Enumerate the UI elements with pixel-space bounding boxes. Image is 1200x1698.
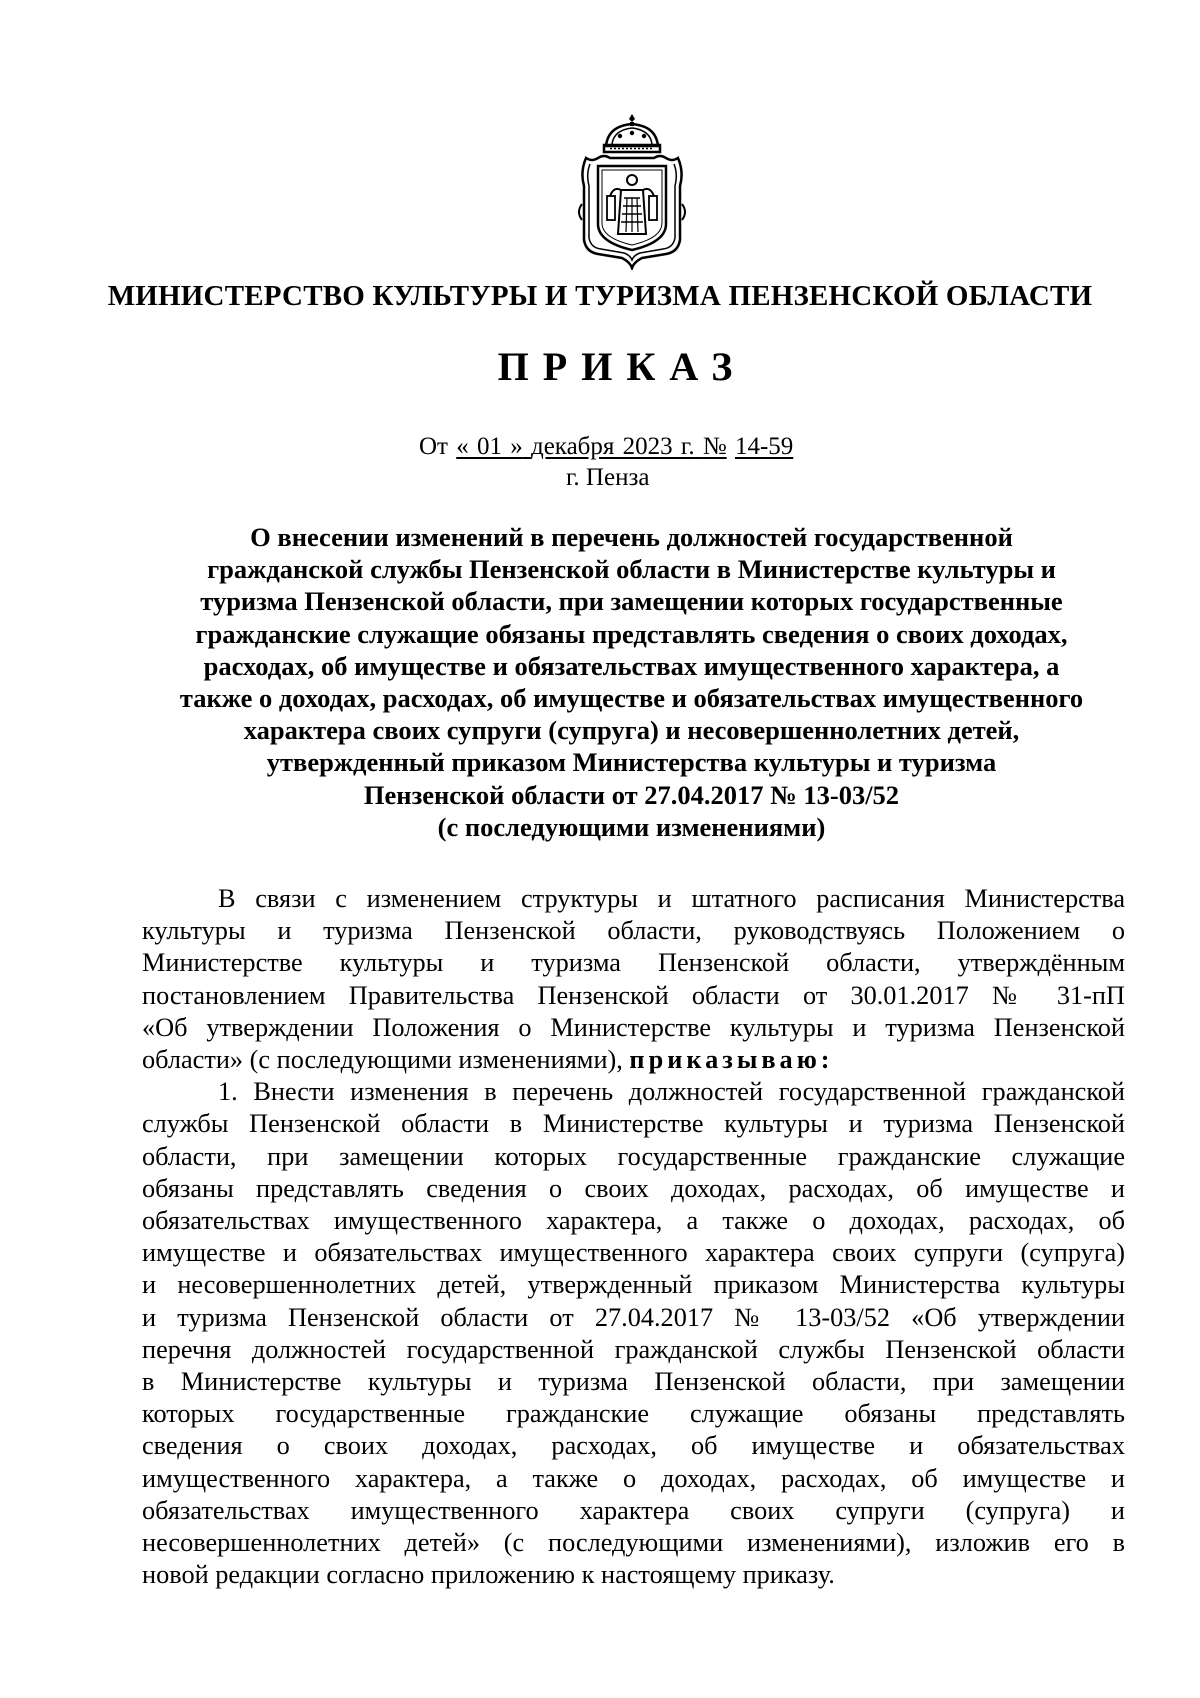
document-body <box>142 883 1125 1591</box>
title-line: гражданские служащие обязаны представлять сведения о своих доходах, <box>195 618 1068 649</box>
item-line: которых государственные гражданские служащие обязаны представлять <box>142 1399 1125 1429</box>
title-line: также о доходах, расходах, об имуществе и обязательствах имущественного <box>179 683 1084 714</box>
preamble-ending: области» (с последующими изменениями), <box>142 1045 623 1075</box>
document-title <box>140 521 1123 843</box>
preamble-line: В связи с изменением структуры и штатного расписания Министерства <box>218 884 1125 913</box>
order-word: приказываю: <box>629 1045 834 1075</box>
item-line: и несовершеннолетних детей, утвержденный приказом Министерства культуры <box>142 1270 1125 1300</box>
title-line: расходах, об имуществе и обязательствах имущественного характера, а <box>203 650 1060 681</box>
document-type-heading: ПРИКАЗ <box>497 344 747 389</box>
date-prefix: От <box>419 433 448 460</box>
number-prefix: № <box>702 433 727 460</box>
item-line: перечня должностей государственной гражданской службы Пензенской области <box>142 1334 1125 1364</box>
title-line: утвержденный приказом Министерства культуры и туризма <box>266 747 997 778</box>
item-line: имуществе и обязательствах имущественного характера своих супруги (супруга) <box>142 1238 1125 1268</box>
title-line: характера своих супруги (супруга) и несовершеннолетних детей, <box>243 715 1020 746</box>
city: г. Пенза <box>566 464 650 491</box>
item-line: сведения о своих доходах, расходах, об имуществе и обязательствах <box>142 1431 1125 1461</box>
item-line: службы Пензенской области в Министерстве культуры и туризма Пензенской <box>142 1109 1125 1139</box>
preamble-last-line <box>142 1044 1125 1076</box>
item-line: обязательствах имущественного характера своих супруги (супруга) и <box>142 1495 1125 1525</box>
title-line: гражданской службы Пензенской области в Министерстве культуры и <box>207 554 1056 585</box>
item-line: новой редакции согласно приложению к настоящему приказу. <box>142 1560 835 1590</box>
coat-of-arms-emblem <box>574 112 690 270</box>
item-line: в Министерстве культуры и туризма Пензенской области, при замещении <box>142 1367 1125 1397</box>
item-line: обязаны представлять сведения о своих доходах, расходах, об имуществе и <box>142 1173 1125 1203</box>
title-line: (с последующими изменениями) <box>437 811 826 842</box>
item-line: несовершеннолетних детей» (с последующими изменениями), изложив его в <box>142 1528 1125 1558</box>
item-line: обязательствах имущественного характера, а также о доходах, расходах, об <box>142 1206 1125 1236</box>
order-date-number <box>419 432 793 462</box>
item-line: области, при замещении которых государственные гражданские служащие <box>142 1141 1125 1171</box>
item-line: и туризма Пензенской области от 27.04.2017 № 13-03/52 «Об утверждении <box>142 1302 1125 1332</box>
title-line: Пензенской области от 27.04.2017 № 13-03/52 <box>363 779 900 810</box>
date-month-year: декабря 2023 г. <box>530 433 695 460</box>
item-line: 1. Внести изменения в перечень должностей государственной гражданской <box>218 1077 1125 1107</box>
preamble-line: «Об утверждении Положения о Министерстве культуры и туризма Пензенской <box>142 1012 1125 1042</box>
item-line: имущественного характера, а также о доходах, расходах, об имуществе и <box>142 1463 1125 1493</box>
title-line: туризма Пензенской области, при замещении которых государственные <box>200 586 1063 617</box>
preamble-line: культуры и туризма Пензенской области, руководствуясь Положением о <box>142 916 1125 946</box>
date-day: « 01 » <box>456 433 523 460</box>
title-line: О внесении изменений в перечень должностей государственной <box>250 522 1013 552</box>
order-number: 14-59 <box>734 433 794 460</box>
preamble-line: Министерстве культуры и туризма Пензенской области, утверждённым <box>142 948 1125 978</box>
preamble-line: постановлением Правительства Пензенской области от 30.01.2017 № 31-пП <box>142 980 1125 1010</box>
ministry-name: МИНИСТЕРСТВО КУЛЬТУРЫ И ТУРИЗМА ПЕНЗЕНСКОЙ ОБЛАСТИ <box>107 280 1093 312</box>
